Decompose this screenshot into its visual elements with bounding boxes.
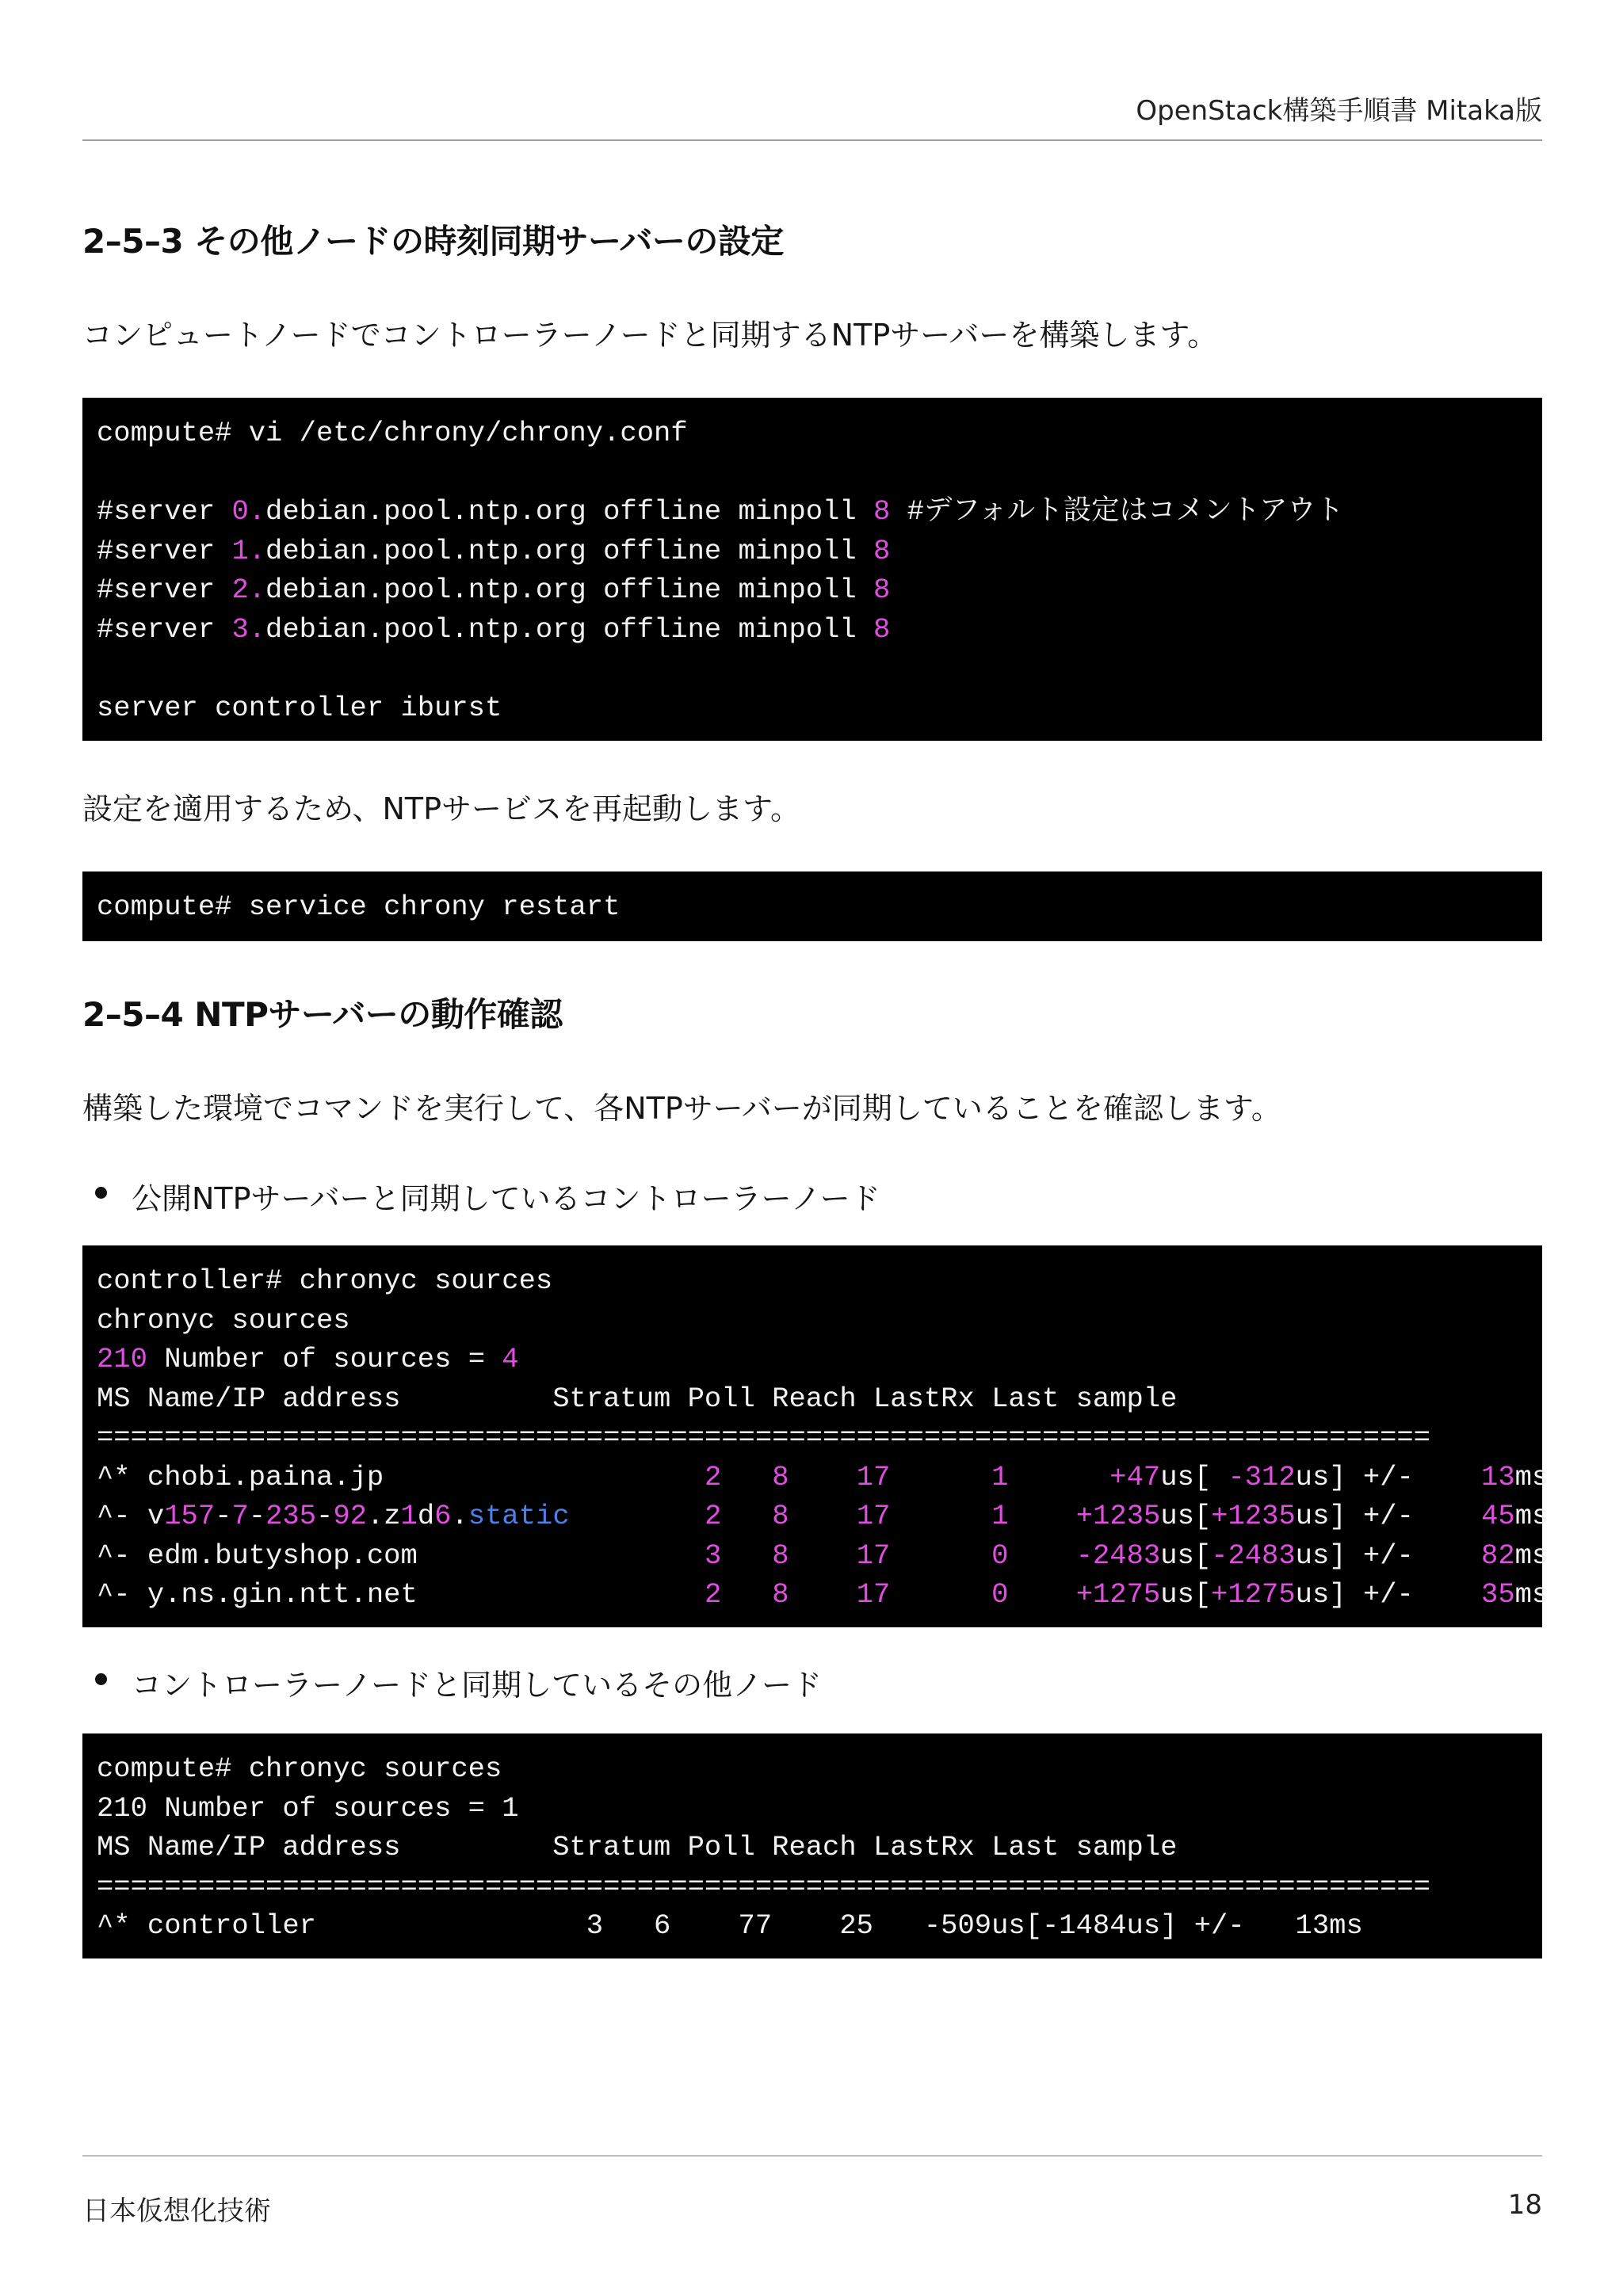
code-token: debian.pool.ntp.org offline minpoll (265, 495, 873, 528)
code-token: us] +/- (1295, 1500, 1414, 1532)
code-keyword: static (468, 1500, 570, 1532)
code-token: debian.pool.ntp.org offline minpoll (265, 534, 873, 567)
source-poll: 8 (772, 1539, 789, 1572)
code-line-source-row: ^* controller 3 6 77 25 -509us[-1484us] +/- 13ms (97, 1909, 1363, 1942)
code-token: Number of sources = (147, 1343, 502, 1375)
page-number: 18 (1507, 2189, 1542, 2221)
code-line-count (97, 1340, 1542, 1379)
code-token: chobi.paina.jp (147, 1460, 384, 1493)
code-token: us] +/- (1295, 1578, 1414, 1611)
code-number: 8 (873, 534, 891, 567)
code-token: #server (97, 612, 232, 646)
code-token: us] +/- (1295, 1539, 1414, 1572)
code-line-table-header: MS Name/IP address Stratum Poll Reach LastRx Last sample (97, 1382, 1178, 1415)
source-name (147, 1578, 418, 1611)
code-token: - (248, 1500, 266, 1532)
code-block-chrony-conf (82, 398, 1542, 741)
code-number: 210 (97, 1343, 147, 1375)
bullet-item-controller (132, 1174, 880, 1218)
source-name (147, 1461, 384, 1493)
code-number: 8 (873, 574, 891, 606)
source-mode: ^- (97, 1500, 147, 1532)
source-lastrx: 0 (991, 1539, 1009, 1572)
code-block-compute-sources (82, 1733, 1542, 1958)
code-token: us[ (1160, 1578, 1212, 1611)
code-number: 92 (333, 1500, 367, 1532)
code-token: .z (366, 1500, 401, 1532)
bullet-text: コントローラーノードと同期しているその他ノード (132, 1668, 822, 1703)
code-token: d (417, 1500, 435, 1532)
code-line-source-row (97, 1575, 1549, 1615)
code-token: . (451, 1500, 468, 1532)
source-reach: 17 (856, 1539, 891, 1572)
source-measured: -2483 (1211, 1539, 1296, 1572)
code-token: us[ (1160, 1539, 1212, 1572)
code-token: debian.pool.ntp.org offline minpoll (265, 574, 873, 606)
code-token: y.ns.gin.ntt.net (147, 1578, 418, 1611)
source-reach: 17 (856, 1500, 891, 1532)
source-lastrx: 1 (991, 1460, 1009, 1493)
code-token: debian.pool.ntp.org offline minpoll (265, 612, 873, 646)
code-number: 1. (231, 534, 266, 567)
code-token: ms (1514, 1460, 1549, 1493)
source-reach: 17 (856, 1578, 891, 1611)
code-token: #server (97, 495, 232, 528)
code-number: 157 (164, 1500, 216, 1532)
code-line-source-row (97, 1497, 1549, 1536)
code-token: #server (97, 574, 232, 606)
code-line-command: controller# chronyc sources (97, 1264, 553, 1297)
source-name (147, 1539, 418, 1572)
code-line-count: 210 Number of sources = 1 (97, 1791, 519, 1825)
section-heading-2-5-3: 2–5–3 その他ノードの時刻同期サーバーの設定 (82, 222, 784, 261)
code-line-separator: =============================================================================== (97, 1421, 1430, 1454)
source-measured: +1275 (1211, 1578, 1296, 1611)
code-number: 7 (231, 1500, 249, 1532)
source-poll: 8 (772, 1500, 789, 1532)
source-error: 13 (1481, 1460, 1515, 1493)
source-mode: ^- (97, 1578, 147, 1611)
code-number: 4 (502, 1343, 519, 1375)
source-poll: 8 (772, 1460, 789, 1493)
bullet-text: 公開NTPサーバーと同期しているコントローラーノード (132, 1181, 880, 1216)
code-line-table-header: MS Name/IP address Stratum Poll Reach LastRx Last sample (97, 1831, 1178, 1863)
document-header-title: OpenStack構築手順書 Mitaka版 (1136, 95, 1542, 127)
source-offset: +1235 (1075, 1500, 1161, 1532)
code-comment: #デフォルト設定はコメントアウト (890, 495, 1344, 528)
header-divider (82, 139, 1542, 141)
section-heading-2-5-4: 2–5–4 NTPサーバーの動作確認 (82, 995, 563, 1034)
code-text (97, 414, 1542, 727)
code-token: us[ (1160, 1460, 1212, 1493)
code-number: 235 (265, 1500, 317, 1532)
code-token: #server (97, 534, 232, 567)
source-stratum: 3 (704, 1539, 722, 1572)
code-token: v (147, 1500, 165, 1532)
code-number: 8 (873, 612, 891, 646)
source-error: 82 (1481, 1539, 1515, 1572)
code-line-command: compute# chronyc sources (97, 1753, 502, 1785)
section-intro-2-5-3: コンピュートノードでコントローラーノードと同期するNTPサーバーを構築します。 (82, 318, 1218, 353)
section-intro-2-5-4: 構築した環境でコマンドを実行して、各NTPサーバーが同期していることを確認します。 (82, 1091, 1281, 1126)
source-mode: ^- (97, 1539, 147, 1572)
code-line-blank (97, 453, 1542, 493)
code-line-blank (97, 649, 1542, 688)
code-token: us[ (1160, 1500, 1212, 1532)
code-block-controller-sources (82, 1245, 1549, 1627)
source-offset: -2483 (1075, 1539, 1161, 1572)
bullet-icon (95, 1673, 107, 1685)
source-lastrx: 0 (991, 1578, 1009, 1611)
code-token: - (215, 1500, 232, 1532)
code-line-server-1 (97, 532, 1542, 571)
source-offset: +1275 (1075, 1578, 1161, 1611)
code-line-separator: =============================================================================== (97, 1870, 1430, 1903)
code-number: 6 (434, 1500, 452, 1532)
code-token: - (316, 1500, 334, 1532)
source-error: 35 (1481, 1578, 1515, 1611)
bullet-item-other-nodes (132, 1661, 822, 1704)
source-measured: +1235 (1211, 1500, 1296, 1532)
code-line-command: compute# service chrony restart (97, 891, 621, 923)
code-token: ms (1514, 1578, 1549, 1611)
bullet-icon (95, 1187, 107, 1199)
code-number: 1 (400, 1500, 418, 1532)
code-line-command: compute# vi /etc/chrony/chrony.conf (97, 417, 688, 449)
code-block-restart (82, 871, 1542, 941)
code-text (97, 1261, 1549, 1615)
source-lastrx: 1 (991, 1500, 1009, 1532)
code-number: 0. (231, 495, 266, 528)
footer-organization: 日本仮想化技術 (82, 2195, 271, 2227)
source-name (147, 1500, 570, 1532)
restart-instruction: 設定を適用するため、NTPサービスを再起動します。 (82, 791, 800, 826)
source-poll: 8 (772, 1578, 789, 1611)
code-number: 2. (231, 574, 266, 606)
source-offset: +47 (1109, 1460, 1161, 1493)
source-stratum: 2 (704, 1460, 722, 1493)
code-token: ms (1514, 1500, 1549, 1532)
code-token: ms (1514, 1539, 1549, 1572)
code-text (97, 887, 1542, 927)
code-line-source-row (97, 1536, 1549, 1576)
source-stratum: 2 (705, 1500, 722, 1532)
source-mode: ^* (97, 1460, 147, 1493)
source-stratum: 2 (704, 1578, 722, 1611)
code-line-server-0 (97, 492, 1542, 532)
source-reach: 17 (856, 1460, 891, 1493)
code-text (97, 1749, 1542, 1946)
code-line-server-controller: server controller iburst (97, 691, 502, 724)
code-line-echo: chronyc sources (97, 1303, 350, 1337)
code-token: edm.butyshop.com (147, 1539, 418, 1572)
code-line-server-2 (97, 570, 1542, 610)
code-line-server-3 (97, 610, 1542, 650)
footer-divider (82, 2155, 1542, 2157)
code-number: 3. (231, 612, 266, 646)
code-line-source-row (97, 1458, 1549, 1497)
source-error: 45 (1481, 1500, 1515, 1532)
source-measured: -312 (1228, 1460, 1296, 1493)
code-token: us] +/- (1295, 1460, 1414, 1493)
code-number: 8 (873, 495, 891, 528)
